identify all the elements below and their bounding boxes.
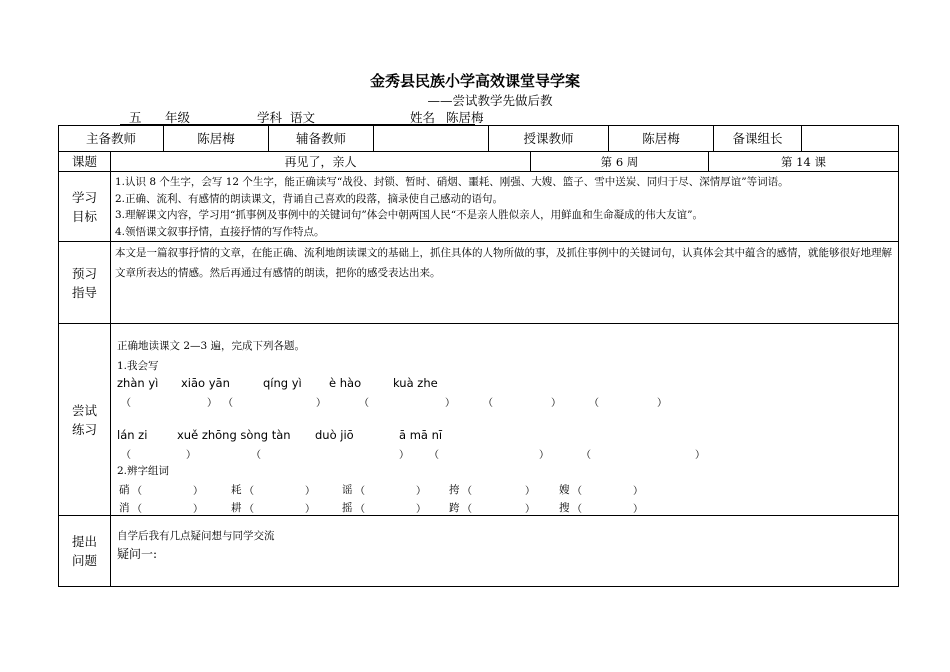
practice-intro: 正确地读课文 2—3 遍，完成下列各题。 — [117, 340, 306, 352]
answer-blank-close[interactable]: ） — [305, 486, 315, 497]
char-1-5: 嫂 — [559, 484, 570, 496]
questions-label-line1: 提出 — [71, 534, 97, 549]
answer-blank-open[interactable]: （ — [462, 504, 472, 515]
char-1-1: 硝 — [119, 484, 130, 496]
char-1-2: 耗 — [231, 484, 242, 496]
answer-blank-close[interactable]: ） — [525, 486, 535, 497]
question-1-label: 疑问一: — [117, 547, 158, 561]
answer-blank-open[interactable]: （ — [244, 486, 254, 497]
name-label: 姓名 — [410, 110, 436, 125]
answer-blank-close[interactable]: ） — [193, 504, 203, 515]
preview-label-line1: 预习 — [71, 265, 97, 281]
answer-blank-open[interactable]: （ — [581, 450, 591, 461]
answer-blank-close[interactable]: ） — [207, 398, 217, 409]
lesson-label: 课题 — [59, 152, 111, 172]
answer-blank-close[interactable]: ） — [416, 504, 426, 515]
char-2-4: 跨 — [449, 502, 460, 514]
teach-teacher-value: 陈居梅 — [609, 126, 714, 152]
goals-label-line1: 学习 — [71, 189, 97, 205]
main-teacher-value: 陈居梅 — [164, 126, 269, 152]
lesson-week: 第 6 周 — [531, 152, 709, 172]
subject-label: 学科 — [257, 110, 283, 125]
pinyin-2-1: lán zi — [117, 428, 148, 442]
answer-blank-close[interactable]: ） — [551, 398, 561, 409]
answer-blank-close[interactable]: ） — [186, 450, 196, 461]
pinyin-1-3: qíng yì — [263, 376, 302, 390]
answer-blank-open[interactable]: （ — [359, 398, 369, 409]
answer-blank-open[interactable]: （ — [244, 504, 254, 515]
answer-blank-open[interactable]: （ — [251, 450, 261, 461]
practice-label — [59, 324, 111, 516]
questions-prompt: 自学后我有几点疑问想与同学交流 — [117, 530, 275, 542]
answer-blank-close[interactable]: ） — [525, 504, 535, 515]
pinyin-2-2: xuě zhōng sòng tàn — [177, 428, 291, 442]
answer-blank-close[interactable]: ） — [657, 398, 667, 409]
answer-blank-open[interactable]: （ — [462, 486, 472, 497]
lesson-title: 再见了，亲人 — [111, 152, 531, 172]
group-leader-value[interactable] — [802, 126, 899, 152]
name-value: 陈居梅 — [446, 110, 484, 125]
teach-teacher-label: 授课教师 — [489, 126, 609, 152]
assist-teacher-label: 辅备教师 — [269, 126, 374, 152]
practice-content — [111, 324, 899, 516]
preview-row — [59, 242, 899, 324]
preview-label — [59, 242, 111, 324]
preview-text: 本文是一篇叙事抒情的文章，在能正确、流利地朗读课文的基础上，抓住具体的人物所做的事，及抓住事例中的关键词句，认真体会其中蕴含的感情，就能够很好地理解文章所表达的情感。然后再通过有感情的朗读，把你的感受表达出来。 — [111, 242, 899, 324]
grade-label: 年级 — [165, 110, 191, 125]
char-2-2: 耕 — [231, 502, 242, 514]
assist-teacher-value[interactable] — [374, 126, 489, 152]
questions-label-line2: 问题 — [71, 553, 97, 568]
goals-content — [111, 172, 899, 242]
answer-blank-close[interactable]: ） — [316, 398, 326, 409]
answer-blank-close[interactable]: ） — [633, 486, 643, 497]
answer-blank-close[interactable]: ） — [445, 398, 455, 409]
subject-value: 语文 — [290, 110, 316, 125]
answer-blank-close[interactable]: ） — [305, 504, 315, 515]
answer-blank-close[interactable]: ） — [695, 450, 705, 461]
main-teacher-label: 主备教师 — [59, 126, 164, 152]
practice-section-2: 2.辨字组词 — [117, 465, 170, 477]
goals-label-line2: 目标 — [71, 208, 97, 224]
practice-row — [59, 324, 899, 516]
pinyin-2-4: ā mā nī — [399, 428, 443, 442]
answer-blank-open[interactable]: （ — [429, 450, 439, 461]
answer-blank-open[interactable]: （ — [223, 398, 233, 409]
goal-item-2: 2.正确、流利、有感情的朗读课文，背诵自己喜欢的段落，摘录使自己感动的语句。 — [115, 192, 504, 205]
pinyin-1-2: xiāo yān — [181, 376, 230, 390]
answer-blank-close[interactable]: ） — [399, 450, 409, 461]
goals-label — [59, 172, 111, 242]
answer-blank-open[interactable]: （ — [121, 450, 131, 461]
goal-item-1: 1.认识 8 个生字，会写 12 个生字，能正确读写“战役、封锁、暂时、硝烟、噩耗、刚强、大嫂、篮子、雪中送炭、同归于尽、深情厚谊”等词语。 — [115, 176, 789, 188]
answer-blank-close[interactable]: ） — [539, 450, 549, 461]
char-1-4: 挎 — [449, 484, 460, 496]
pinyin-1-1: zhàn yì — [117, 376, 159, 390]
answer-blank-open[interactable]: （ — [132, 504, 142, 515]
answer-blank-open[interactable]: （ — [483, 398, 493, 409]
pinyin-1-4: è hào — [329, 376, 362, 390]
group-leader-label: 备课组长 — [714, 126, 802, 152]
char-2-5: 搜 — [559, 502, 570, 514]
answer-blank-close[interactable]: ） — [633, 504, 643, 515]
answer-blank-open[interactable]: （ — [132, 486, 142, 497]
page-title: 金秀县民族小学高效课堂导学案 — [369, 72, 580, 90]
page-subtitle: ——尝试教学先做后教 — [427, 93, 553, 108]
answer-blank-open[interactable]: （ — [589, 398, 599, 409]
main-table — [58, 151, 899, 587]
goal-item-3: 3.理解课文内容，学习用“抓事例及事例中的关键词句”体会中朝两国人民“不是亲人胜似亲人，用鲜血和生命凝成的伟大友谊”。 — [115, 209, 703, 221]
char-1-3: 谣 — [342, 484, 353, 496]
char-2-1: 消 — [119, 502, 130, 514]
practice-label-line2: 练习 — [71, 421, 97, 437]
teachers-table — [58, 125, 899, 152]
answer-blank-close[interactable]: ） — [416, 486, 426, 497]
goal-item-4: 4.领悟课文叙事抒情，直接抒情的写作特点。 — [115, 225, 325, 238]
practice-section-1: 1.我会写 — [117, 360, 159, 372]
char-2-3: 摇 — [342, 502, 353, 514]
answer-blank-open[interactable]: （ — [572, 504, 582, 515]
grade-value: 五 — [129, 110, 142, 125]
answer-blank-open[interactable]: （ — [121, 398, 131, 409]
preview-label-line2: 指导 — [71, 284, 97, 300]
lesson-row — [59, 152, 899, 172]
lesson-number: 第 14 课 — [709, 152, 899, 172]
pinyin-1-5: kuà zhe — [393, 376, 438, 390]
practice-label-line1: 尝试 — [71, 402, 97, 418]
answer-blank-open[interactable]: （ — [355, 486, 365, 497]
questions-content[interactable] — [111, 516, 899, 587]
questions-label — [59, 516, 111, 587]
questions-row — [59, 516, 899, 587]
answer-blank-open[interactable]: （ — [572, 486, 582, 497]
pinyin-2-3: duò jiō — [315, 428, 354, 442]
answer-blank-close[interactable]: ） — [193, 486, 203, 497]
answer-blank-open[interactable]: （ — [355, 504, 365, 515]
goals-row — [59, 172, 899, 242]
